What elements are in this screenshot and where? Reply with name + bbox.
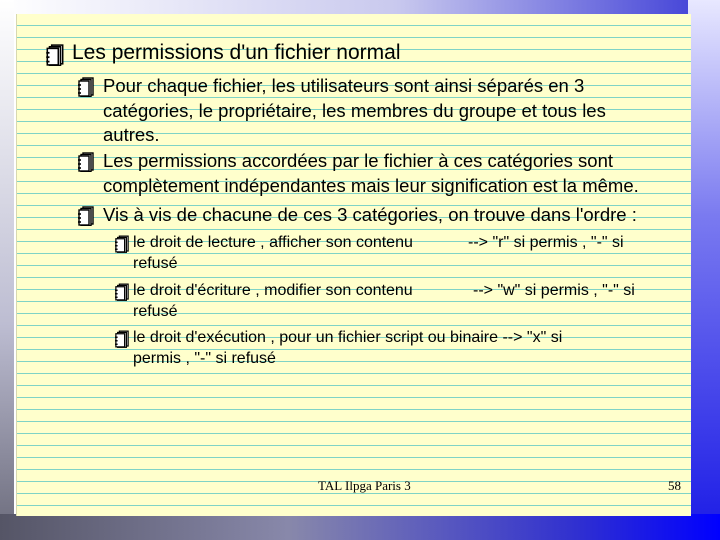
slide-title: Les permissions d'un fichier normal (72, 41, 401, 64)
bullet-text: catégories, le propriétaire, les membres du groupe et tous les (103, 99, 606, 121)
notebook-icon (78, 206, 94, 226)
bullet-text: complètement indépendantes mais leur signification est la même. (103, 174, 639, 196)
notebook-icon (78, 152, 94, 172)
sub-bullet-text: refusé (133, 303, 178, 320)
bullet-text: autres. (103, 124, 160, 145)
bullet-text: Pour chaque fichier, les utilisateurs sont ainsi séparés en 3 (103, 75, 585, 96)
sub-bullet-text: le droit d'écriture , modifier son contenu (133, 282, 413, 299)
page-number: 58 (668, 478, 681, 493)
sub-bullet-text: refusé (133, 255, 178, 272)
sub-bullet-text: --> "r" si permis , "-" si (468, 234, 624, 251)
frame-left (0, 0, 14, 540)
bullet-text: Vis à vis de chacune de ces 3 catégories, on trouve dans l'ordre : (103, 204, 637, 225)
frame-bottom (0, 514, 720, 540)
sub-bullet-text: permis , "-" si refusé (133, 350, 276, 367)
frame-right (688, 0, 720, 540)
notebook-icon (115, 330, 129, 348)
notebook-icon (78, 77, 94, 97)
notebook-icon (46, 44, 64, 66)
bullet-text: Les permissions accordées par le fichier à ces catégories sont (103, 150, 614, 171)
sub-bullet-text: le droit d'exécution , pour un fichier script ou binaire --> "x" si (133, 329, 563, 346)
notebook-icon (115, 283, 129, 301)
sub-bullet-text: le droit de lecture , afficher son contenu (133, 234, 413, 251)
sub-bullet-text: --> "w" si permis , "-" si (473, 282, 635, 299)
footer-text: TAL Ilpga Paris 3 (318, 478, 411, 493)
frame-top (0, 0, 720, 14)
notebook-icon (115, 235, 129, 253)
